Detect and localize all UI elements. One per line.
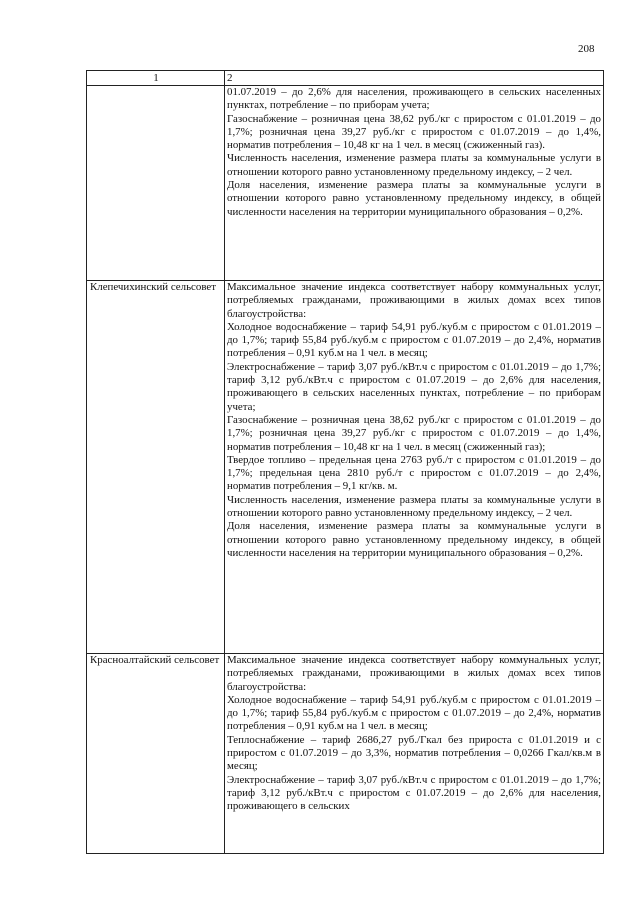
table-row: [87, 86, 604, 281]
municipality-name: Клепечихинский сельсовет: [87, 281, 225, 654]
column-header-1: 1: [87, 71, 225, 86]
municipality-details: [225, 86, 604, 281]
paragraph: Газоснабжение – розничная цена 38,62 руб./кг с приростом с 01.01.2019 – до 1,7%; розничная цена 39,27 руб./кг с приростом с 01.07.2019 – до 1,4%, норматив потребления – 10,48 кг на 1 чел. в месяц (сжиженный газ);: [227, 413, 601, 453]
paragraph: Холодное водоснабжение – тариф 54,91 руб./куб.м с приростом с 01.01.2019 – до 1,7%; тариф 55,84 руб./куб.м с приростом с 01.07.2019 – до 2,4%, норматив потребления – 0,91 куб.м на 1 чел. в месяц;: [227, 693, 601, 733]
paragraph: Численность населения, изменение размера платы за коммунальные услуги в отношении которого равно установленному предельному индексу, – 2 чел.: [227, 493, 601, 520]
paragraph: Теплоснабжение – тариф 2686,27 руб./Гкал без прироста с 01.01.2019 и с приростом с 01.07.2019 – до 3,3%, норматив потребления – 0,0266 Гкал/кв.м в месяц;: [227, 733, 601, 773]
paragraph: Численность населения, изменение размера платы за коммунальные услуги в отношении которого равно установленному предельному индексу, – 2 чел.: [227, 152, 601, 178]
document-table: [86, 70, 604, 854]
municipality-name: Красноалтайский сельсовет: [87, 654, 225, 854]
table-row: [87, 281, 604, 654]
municipality-details: [225, 281, 604, 654]
paragraph: 01.07.2019 – до 2,6% для населения, проживающего в сельских населенных пунктах, потребление – по приборам учета;: [227, 86, 601, 112]
paragraph: Твердое топливо – предельная цена 2763 руб./т с приростом с 01.01.2019 – до 1,7%; предельная цена 2810 руб./т с приростом с 01.07.2019 – до 2,4%, норматив потребления – 9,1 кг/кв. м.: [227, 453, 601, 493]
paragraph: Газоснабжение – розничная цена 38,62 руб./кг с приростом с 01.01.2019 – до 1,7%; розничная цена 39,27 руб./кг с приростом с 01.07.2019 – до 1,4%, норматив потребления – 10,48 кг на 1 чел. в месяц (сжиженный газ).: [227, 112, 601, 152]
paragraph: Максимальное значение индекса соответствует набору коммунальных услуг, потребляемых гражданами, проживающими в жилых домах всех типов благоустройства:: [227, 654, 601, 693]
paragraph: Электроснабжение – тариф 3,07 руб./кВт.ч с приростом с 01.01.2019 – до 1,7%; тариф 3,12 руб./кВт.ч с приростом с 01.07.2019 – до 2,6% для населения, проживающего в сельских: [227, 773, 601, 813]
paragraph: Доля населения, изменение размера платы за коммунальные услуги в отношении которого равно установленному предельному индексу, в общей численности населения на территории муниципального образования – 0,2%.: [227, 179, 601, 218]
table-header-row: [87, 71, 604, 86]
paragraph: Доля населения, изменение размера платы за коммунальные услуги в отношении которого равно установленному предельному индексу, в общей численности населения на территории муниципального образования – 0,2%.: [227, 520, 601, 559]
page-number: 208: [578, 43, 595, 55]
column-header-2: 2: [225, 71, 604, 86]
paragraph: Электроснабжение – тариф 3,07 руб./кВт.ч с приростом с 01.01.2019 – до 1,7%; тариф 3,12 руб./кВт.ч с приростом с 01.07.2019 – до 2,6% для населения, проживающего в сельских населенных пунктах, потребление – по приборам учета;: [227, 360, 601, 413]
municipality-name: [87, 86, 225, 281]
paragraph: Холодное водоснабжение – тариф 54,91 руб./куб.м с приростом с 01.01.2019 – до 1,7%; тариф 55,84 руб./куб.м с приростом с 01.07.2019 – до 2,4%, норматив потребления – 0,91 куб.м на 1 чел. в месяц;: [227, 320, 601, 360]
paragraph: Максимальное значение индекса соответствует набору коммунальных услуг, потребляемых гражданами, проживающими в жилых домах всех типов благоустройства:: [227, 281, 601, 320]
municipality-details: [225, 654, 604, 854]
table-row: [87, 654, 604, 854]
